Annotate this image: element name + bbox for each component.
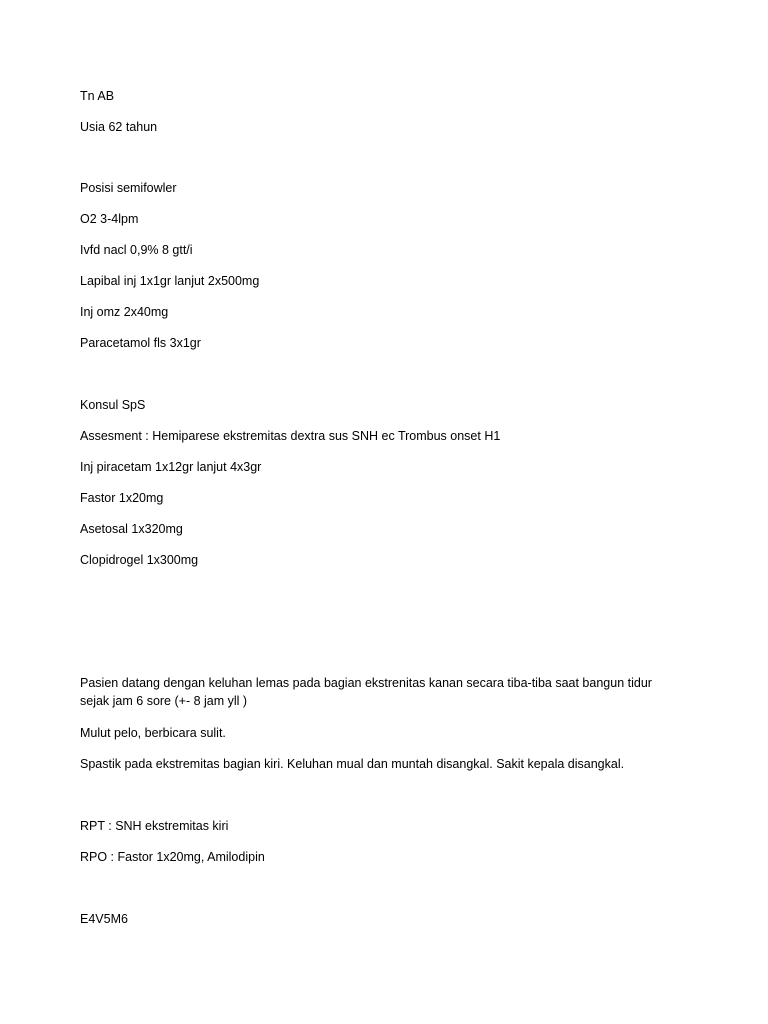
consult-therapy-line: Clopidrogel 1x300mg xyxy=(80,553,199,567)
history-complaint: Pasien datang dengan keluhan lemas pada bagian ekstrenitas kanan secara tiba-tiba saat bangun tidur sejak jam 6 sore (+- 8 jam yll ) xyxy=(80,676,652,708)
consult-therapy-line: Asetosal 1x320mg xyxy=(80,522,183,536)
consult-assessment: Assesment : Hemiparese ekstremitas dextra sus SNH ec Trombus onset H1 xyxy=(80,429,501,443)
patient-name: Tn AB xyxy=(80,89,115,103)
order-line: Paracetamol fls 3x1gr xyxy=(80,336,201,350)
consult-therapy-line: Inj piracetam 1x12gr lanjut 4x3gr xyxy=(80,460,262,474)
order-line: O2 3-4lpm xyxy=(80,212,139,226)
order-line: Inj omz 2x40mg xyxy=(80,305,169,319)
history-speech: Mulut pelo, berbicara sulit. xyxy=(80,726,226,740)
rpt-line: RPT : SNH ekstremitas kiri xyxy=(80,819,229,833)
order-line: Posisi semifowler xyxy=(80,181,177,195)
rpo-line: RPO : Fastor 1x20mg, Amilodipin xyxy=(80,850,265,864)
consult-heading: Konsul SpS xyxy=(80,398,146,412)
gcs-score: E4V5M6 xyxy=(80,912,128,926)
patient-age: Usia 62 tahun xyxy=(80,120,158,134)
order-line: Ivfd nacl 0,9% 8 gtt/i xyxy=(80,243,193,257)
consult-therapy-line: Fastor 1x20mg xyxy=(80,491,164,505)
history-spastic: Spastik pada ekstremitas bagian kiri. Keluhan mual dan muntah disangkal. Sakit kepala disangkal. xyxy=(80,757,625,771)
order-line: Lapibal inj 1x1gr lanjut 2x500mg xyxy=(80,274,260,288)
